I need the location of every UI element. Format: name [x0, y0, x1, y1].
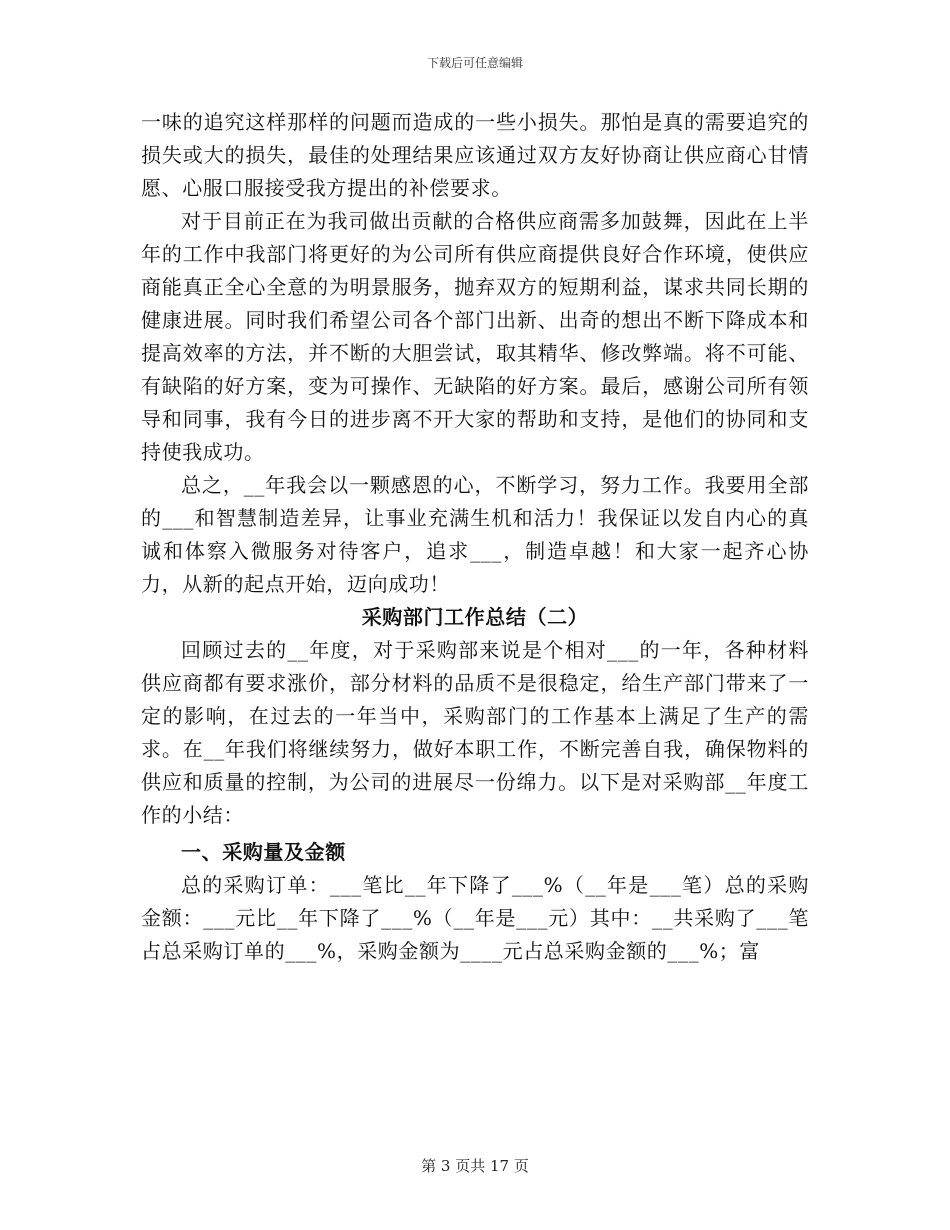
- paragraph-4: 回顾过去的__年度，对于采购部来说是个相对___的一年，各种材料供应商都有要求涨价，部分材料的品质不是很稳定，给生产部门带来了一定的影响，在过去的一年当中，采购部门的工作基本上满足了生产的需求。在__年我们将继续努力，做好本职工作，不断完善自我，确保物料的供应和质量的控制，为公司的进展尽一份绵力。以下是对采购部__年度工作的小结：: [141, 638, 809, 827]
- section-title: 采购部门工作总结（二）: [361, 605, 589, 629]
- paragraph-5: 总的采购订单：___笔比__年下降了___%（__年是___笔）总的采购金额：___元比__年下降了___%（__年是___元）其中：__共采购了___笔占总采购订单的___%，采购金额为____元占总采购金额的___%；富: [141, 873, 809, 963]
- paragraph-1: 一味的追究这样那样的问题而造成的一些小损失。那怕是真的需要追究的损失或大的损失，最佳的处理结果应该通过双方友好协商让供应商心甘情愿、心服口服接受我方提出的补偿要求。: [141, 110, 809, 200]
- page-number: 第 3 页共 17 页: [421, 1157, 529, 1175]
- paragraph-2: 对于目前正在为我司做出贡献的合格供应商需多加鼓舞，因此在上半年的工作中我部门将更好的为公司所有供应商提供良好合作环境，使供应商能真正全心全意的为明景服务，抛弃双方的短期利益，谋求共同长期的健康进展。同时我们希望公司各个部门出新、出奇的想出不断下降成本和提高效率的方法，并不断的大胆尝试，取其精华、修改弊端。将不可能、有缺陷的好方案，变为可操作、无缺陷的好方案。最后，感谢公司所有领导和同事，我有今日的进步离不开大家的帮助和支持，是他们的协同和支持使我成功。: [141, 209, 809, 464]
- paragraph-3: 总之，__年我会以一颗感恩的心，不断学习，努力工作。我要用全部的___和智慧制造差异，让事业充满生机和活力！我保证以发自内心的真诚和体察入微服务对待客户，追求___，制造卓越！和大家一起齐心协力，从新的起点开始，迈向成功！: [141, 473, 809, 596]
- document-body: [141, 106, 809, 968]
- header-note: 下载后可任意编辑: [426, 56, 523, 70]
- subheading-purchase-volume: 一、采购量及金额: [181, 840, 346, 864]
